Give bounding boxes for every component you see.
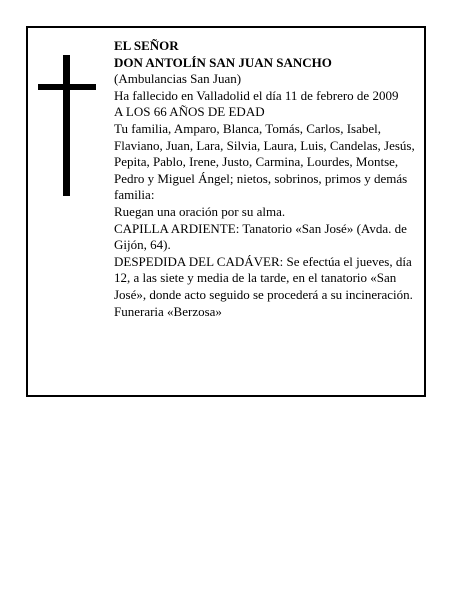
farewell-info: DESPEDIDA DEL CADÁVER: Se efectúa el jueves, día 12, a las siete y media de la tarde, en el tanatorio «San José», donde acto seguido se procederá a su incineración. bbox=[114, 253, 413, 302]
chapel-info: CAPILLA ARDIENTE: Tanatorio «San José» (Avda. de Gijón, 64). bbox=[114, 220, 407, 253]
title-prefix: EL SEÑOR bbox=[114, 38, 179, 53]
age: A LOS 66 AÑOS DE EDAD bbox=[114, 104, 265, 120]
deceased-name: DON ANTOLÍN SAN JUAN SANCHO bbox=[114, 54, 332, 70]
cross-vertical-bar bbox=[63, 55, 70, 196]
affiliation: (Ambulancias San Juan) bbox=[114, 71, 242, 87]
prayer-request: Ruegan una oración por su alma. bbox=[114, 203, 286, 219]
death-statement: Ha fallecido en Valladolid el día 11 de febrero de 2009 bbox=[114, 87, 399, 103]
obituary-text bbox=[114, 38, 426, 320]
cross-icon bbox=[38, 55, 96, 196]
family-list: Tu familia, Amparo, Blanca, Tomás, Carlos, Isabel, Flaviano, Juan, Lara, Silvia, Laura, Luis, Candelas, Jesús, Pepita, Pablo, Irene, Justo, Carmina, Lourdes, Montse, Pedro y Miguel Ángel; nietos, sobrinos, primos y demás familia: bbox=[114, 120, 415, 203]
funeral-home: Funeraria «Berzosa» bbox=[114, 303, 222, 319]
cross-horizontal-bar bbox=[38, 84, 96, 90]
